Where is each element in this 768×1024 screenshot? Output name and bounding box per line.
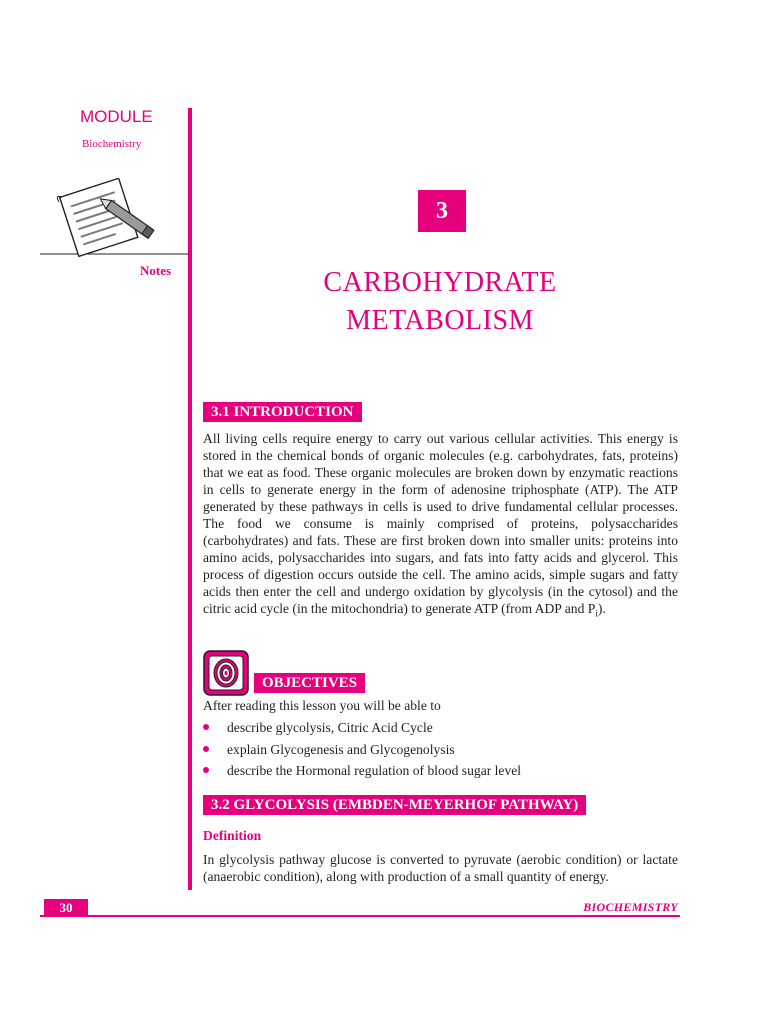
list-item: describe the Hormonal regulation of blood sugar level bbox=[203, 762, 521, 784]
list-item: describe glycolysis, Citric Acid Cycle bbox=[203, 719, 521, 741]
margin-rule bbox=[188, 108, 192, 890]
module-label: MODULE bbox=[80, 107, 153, 126]
chapter-number: 3 bbox=[418, 190, 466, 232]
notes-label: Notes bbox=[140, 263, 172, 278]
objectives-heading: OBJECTIVES bbox=[254, 673, 365, 693]
chapter-title-line1: CARBOHYDRATE bbox=[323, 267, 557, 298]
introduction-paragraph bbox=[203, 430, 678, 623]
objectives-lead: After reading this lesson you will be able to bbox=[203, 698, 441, 713]
introduction-text-end: ). bbox=[597, 601, 606, 616]
section-heading-glycolysis: 3.2 GLYCOLYSIS (EMBDEN-MEYERHOF PATHWAY) bbox=[203, 795, 586, 815]
section-heading-introduction: 3.1 INTRODUCTION bbox=[203, 402, 362, 422]
notepad-pencil-icon bbox=[40, 178, 190, 258]
footer-rule bbox=[40, 915, 680, 917]
bullet-icon bbox=[203, 746, 209, 752]
page-number: 30 bbox=[44, 899, 88, 916]
bullet-icon bbox=[203, 724, 209, 730]
definition-paragraph: In glycolysis pathway glucose is converted to pyruvate (aerobic condition) or lactate (anaerobic condition), along with production of a small quantity of energy. bbox=[203, 852, 678, 884]
running-title: BIOCHEMISTRY bbox=[583, 900, 678, 914]
chapter-title bbox=[240, 264, 640, 340]
bullet-icon bbox=[203, 767, 209, 773]
list-item: explain Glycogenesis and Glycogenolysis bbox=[203, 741, 521, 763]
definition-heading: Definition bbox=[203, 828, 262, 843]
module-subject: Biochemistry bbox=[82, 138, 142, 150]
subscript-i: i bbox=[595, 608, 598, 619]
target-icon bbox=[203, 650, 249, 696]
objectives-list bbox=[203, 719, 521, 784]
introduction-text: All living cells require energy to carry out various cellular activities. This energy is stored in the chemical bonds of organic molecules (e.g. carbohydrates, fats, proteins) that we eat as food. These organic molecules are broken down by enzymatic reactions in cells to generate energy in the form of adenosine triphosphate (ATP). The ATP generated by these pathways in cells is used to drive fundamental cellular processes. The food we consume is mainly comprised of proteins, polysaccharides (carbohydrates) and fats. These are first broken down into smaller units: proteins into amino acids, polysaccharides into sugars, and fats into fatty acids and glycerol. This process of digestion occurs outside the cell. The amino acids, simple sugars and fatty acids then enter the cell and undergo oxidation by glycolysis (in the cytosol) and the citric acid cycle (in the mitochondria) to generate ATP (from ADP and P bbox=[203, 431, 678, 616]
chapter-title-line2: METABOLISM bbox=[346, 305, 534, 336]
